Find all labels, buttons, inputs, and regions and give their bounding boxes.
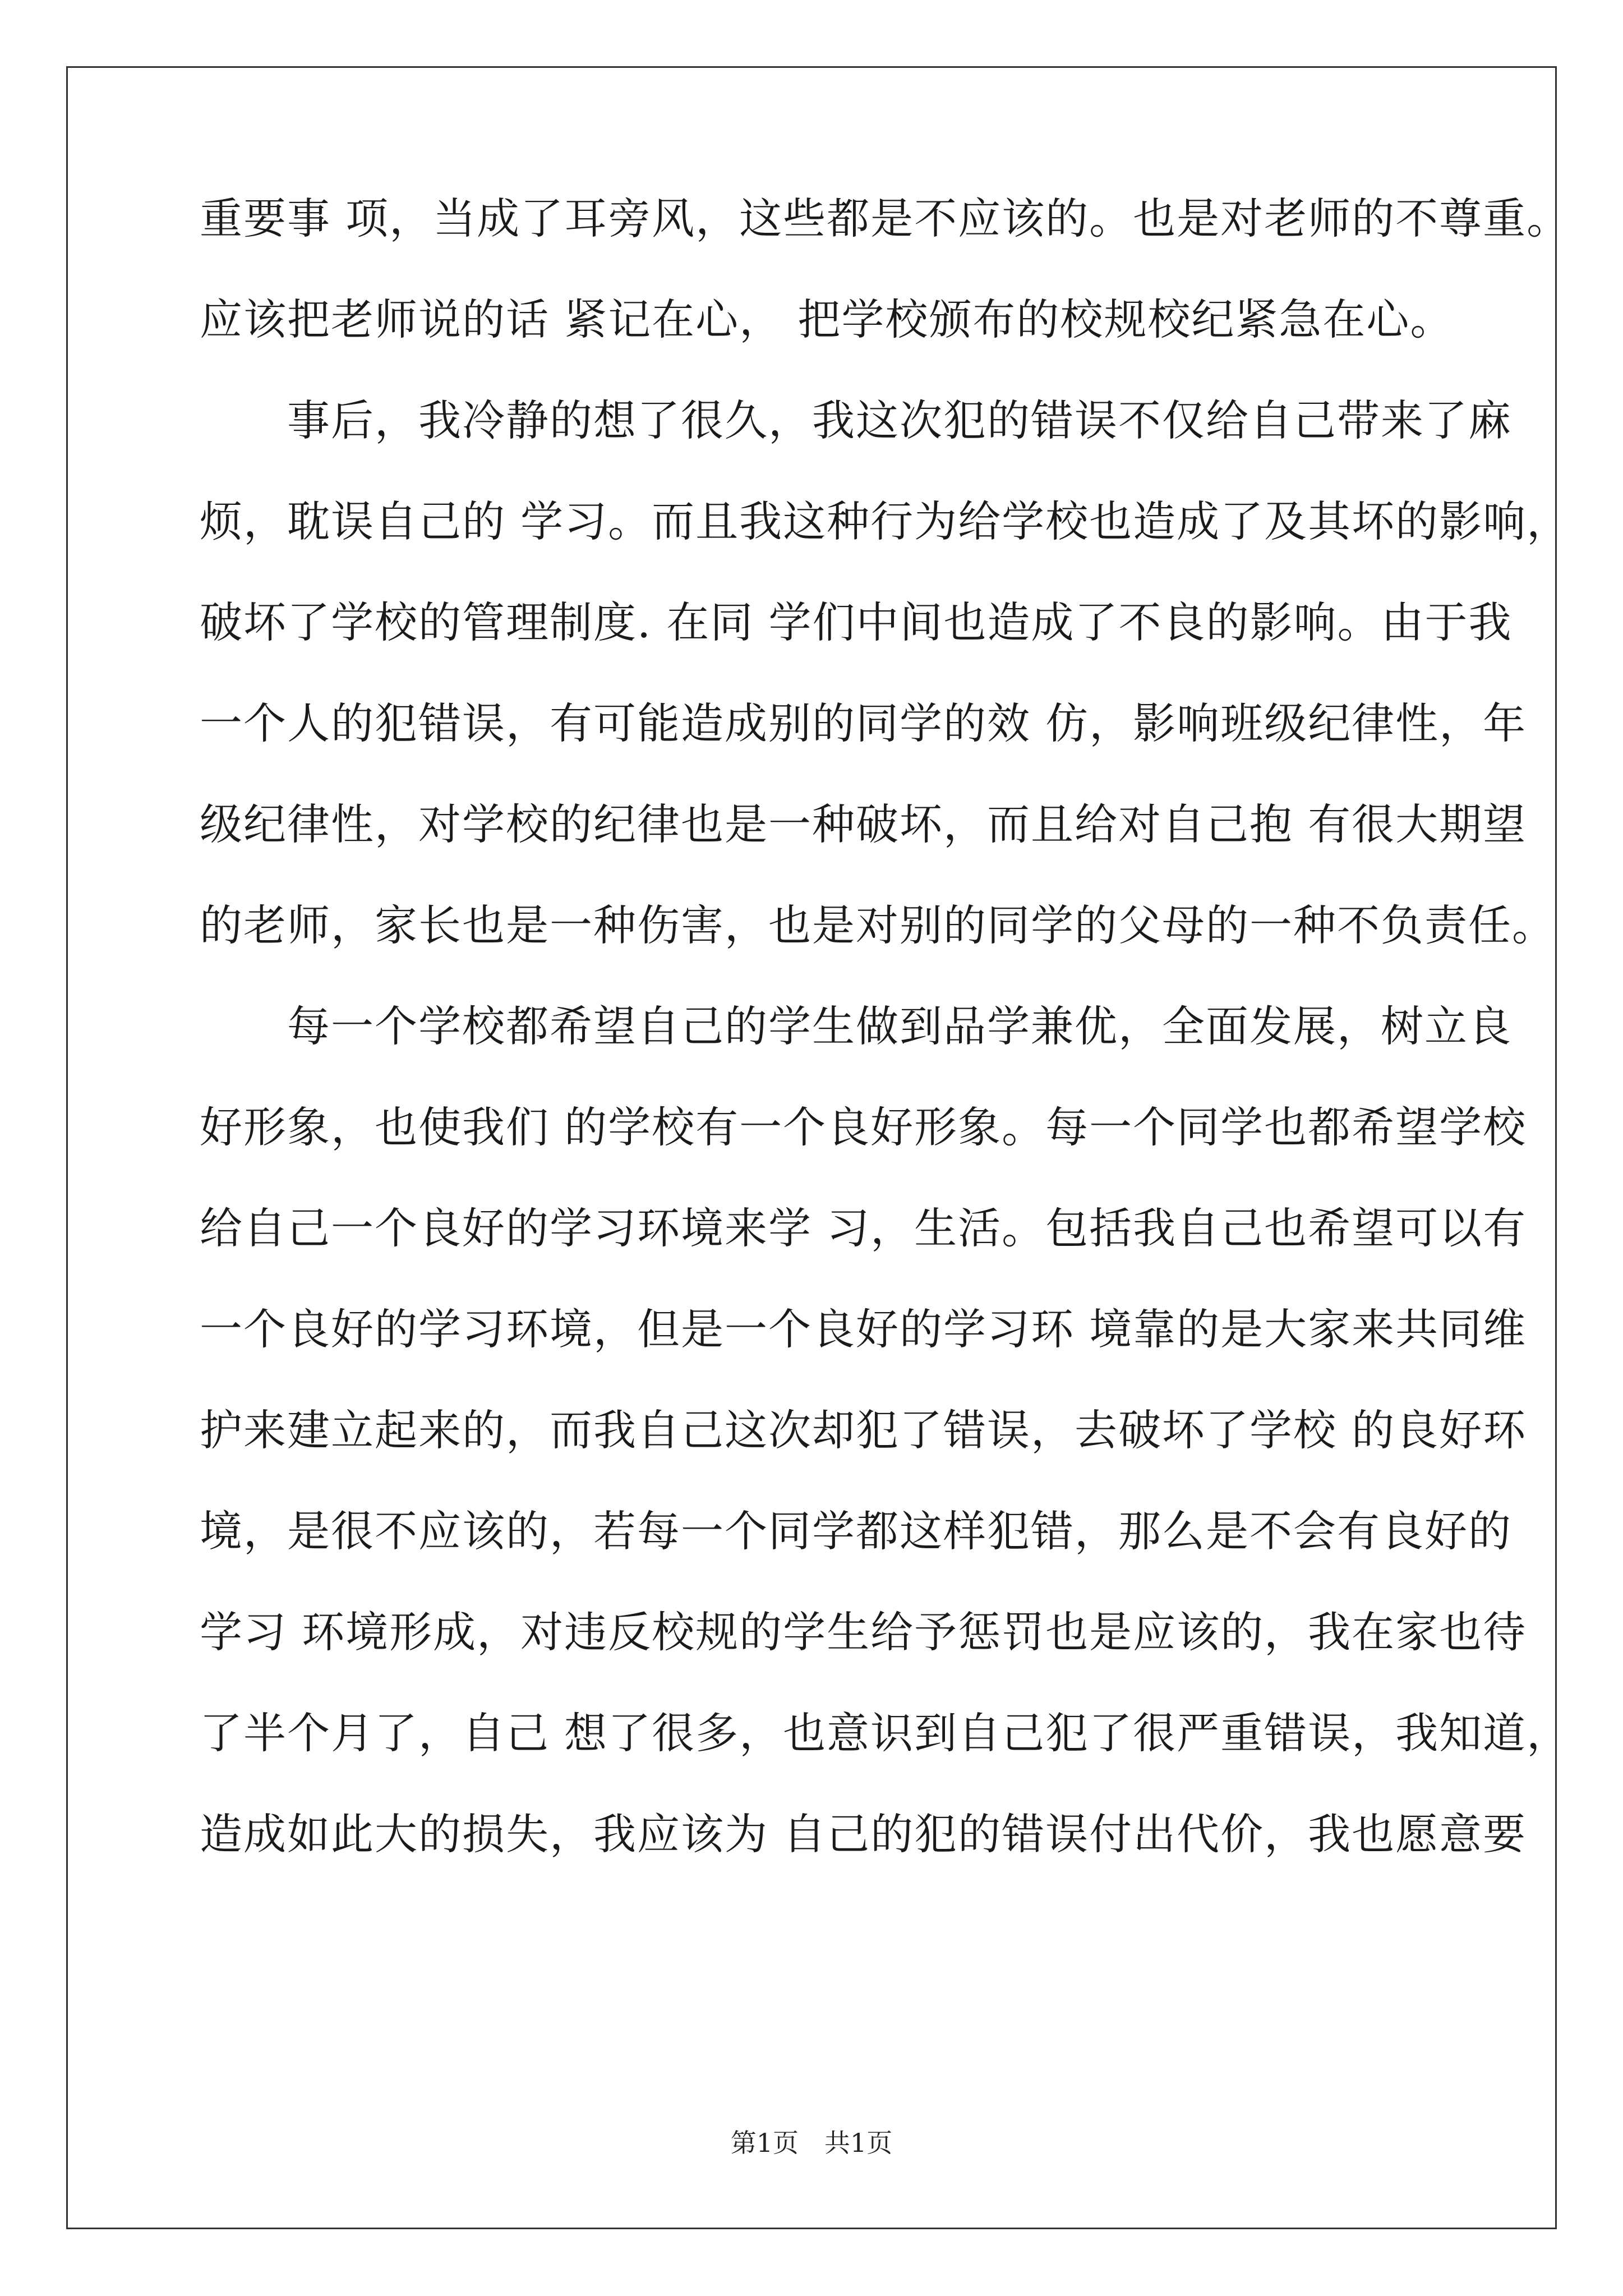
text-line: 了半个月了，自己 想了很多，也意识到自己犯了很严重错误，我知道，: [200, 1708, 1571, 1758]
text-line: 烦，耽误自己的 学习。而且我这种行为给学校也造成了及其坏的影响，: [200, 496, 1571, 546]
text-line: 事后，我冷静的想了很久，我这次犯的错误不仅给自己带来了麻: [200, 395, 1512, 445]
text-line: 破坏了学校的管理制度. 在同 学们中间也造成了不良的影响。由于我: [200, 597, 1513, 647]
text-line: 给自己一个良好的学习环境来学 习，生活。包括我自己也希望可以有: [200, 1203, 1527, 1253]
text-line: 好形象，也使我们 的学校有一个良好形象。每一个同学也都希望学校: [200, 1102, 1527, 1152]
text-line: 护来建立起来的，而我自己这次却犯了错误，去破坏了学校 的良好环: [200, 1405, 1527, 1455]
text-line: 重要事 项，当成了耳旁风，这些都是不应该的。也是对老师的不尊重。: [200, 194, 1571, 243]
text-line: 造成如此大的损失，我应该为 自己的犯的错误付出代价，我也愿意要: [200, 1809, 1527, 1859]
text-line: 级纪律性，对学校的纪律也是一种破坏，而且给对自己抱 有很大期望: [200, 799, 1527, 849]
page-footer: 第1页 共1页: [730, 2128, 893, 2158]
text-line: 一个良好的学习环境，但是一个良好的学习环 境靠的是大家来共同维: [200, 1304, 1527, 1354]
text-line: 的老师，家长也是一种伤害，也是对别的同学的父母的一种不负责任。: [200, 900, 1556, 950]
text-line: 境，是很不应该的，若每一个同学都这样犯错，那么是不会有良好的: [200, 1506, 1512, 1556]
text-line: 学习 环境形成，对违反校规的学生给予惩罚也是应该的，我在家也待: [200, 1607, 1527, 1657]
text-line: 一个人的犯错误，有可能造成别的同学的效 仿，影响班级纪律性，年: [200, 698, 1527, 748]
text-line: 应该把老师说的话 紧记在心， 把学校颁布的校规校纪紧急在心。: [200, 295, 1454, 344]
text-line: 每一个学校都希望自己的学生做到品学兼优，全面发展，树立良: [200, 1001, 1512, 1051]
